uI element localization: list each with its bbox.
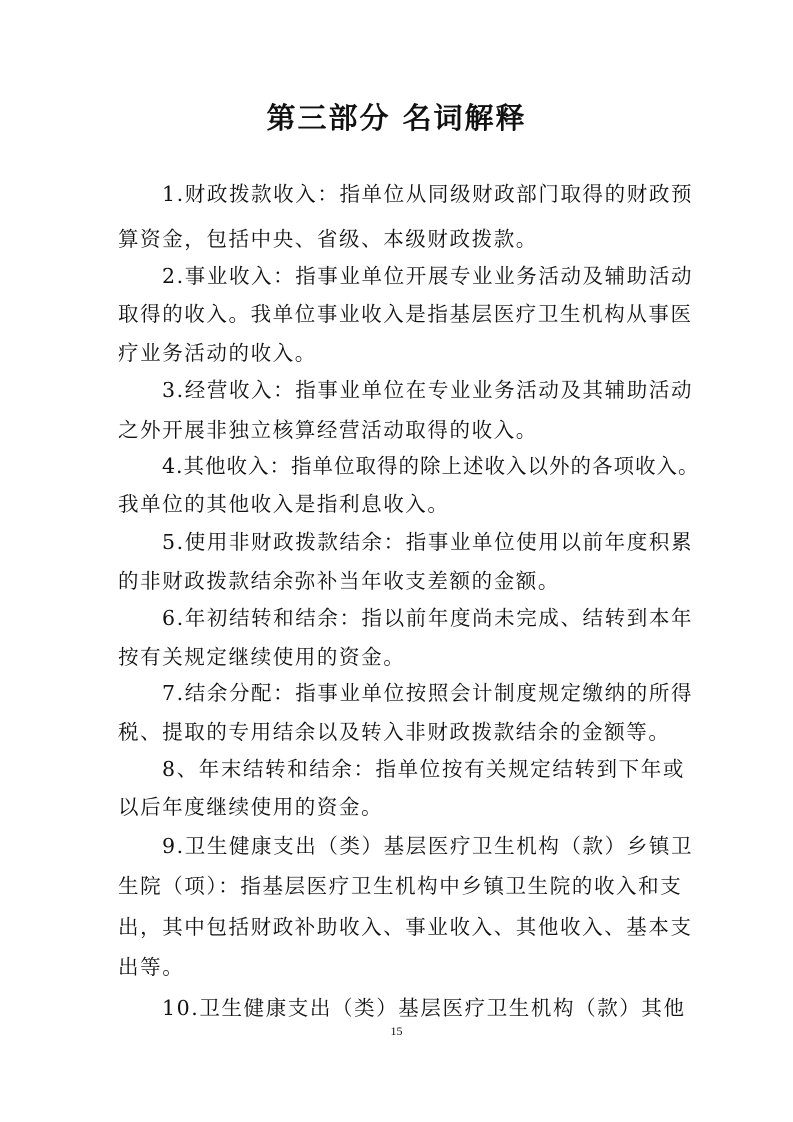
text-line: 10.卫生健康支出（类）基层医疗卫生机构（款）其他	[162, 996, 686, 1020]
text-line: 取得的收入。我单位事业收入是指基层医疗卫生机构从事医	[118, 302, 693, 326]
text-line: 3.经营收入：指事业单位在专业业务活动及其辅助活动	[162, 378, 694, 402]
text-line: 税、提取的专用结余以及转入非财政拨款结余的金额等。	[118, 720, 671, 744]
text-line: 出，其中包括财政补助收入、事业收入、其他收入、基本支	[118, 915, 693, 939]
text-line: 之外开展非独立核算经营活动取得的收入。	[118, 418, 538, 442]
text-line: 我单位的其他收入是指利息收入。	[118, 492, 450, 516]
text-line: 8、年末结转和结余：指单位按有关规定结转到下年或	[162, 757, 685, 781]
text-line: 以后年度继续使用的资金。	[118, 795, 384, 819]
text-line: 的非财政拨款结余弥补当年收支差额的金额。	[118, 569, 560, 593]
page-number: 15	[390, 1024, 403, 1038]
text-line: 4.其他收入：指单位取得的除上述收入以外的各项收入。	[162, 454, 700, 478]
text-line: 出等。	[118, 955, 185, 979]
text-line: 9.卫生健康支出（类）基层医疗卫生机构（款）乡镇卫	[162, 834, 694, 858]
text-line: 生院（项）：指基层医疗卫生机构中乡镇卫生院的收入和支	[118, 874, 683, 898]
text-line: 算资金，包括中央、省级、本级财政拨款。	[118, 227, 538, 251]
text-line: 6.年初结转和结余：指以前年度尚未完成、结转到本年	[162, 606, 694, 630]
text-line: 按有关规定继续使用的资金。	[118, 645, 406, 669]
text-line: 1.财政拨款收入：指单位从同级财政部门取得的财政预	[162, 182, 694, 206]
text-line: 5.使用非财政拨款结余：指事业单位使用以前年度积累	[162, 530, 694, 554]
text-line: 7.结余分配：指事业单位按照会计制度规定缴纳的所得	[162, 681, 694, 705]
page-title: 第三部分 名词解释	[266, 101, 527, 135]
text-line: 2.事业收入：指事业单位开展专业业务活动及辅助活动	[162, 264, 694, 288]
text-line: 疗业务活动的收入。	[118, 341, 317, 365]
